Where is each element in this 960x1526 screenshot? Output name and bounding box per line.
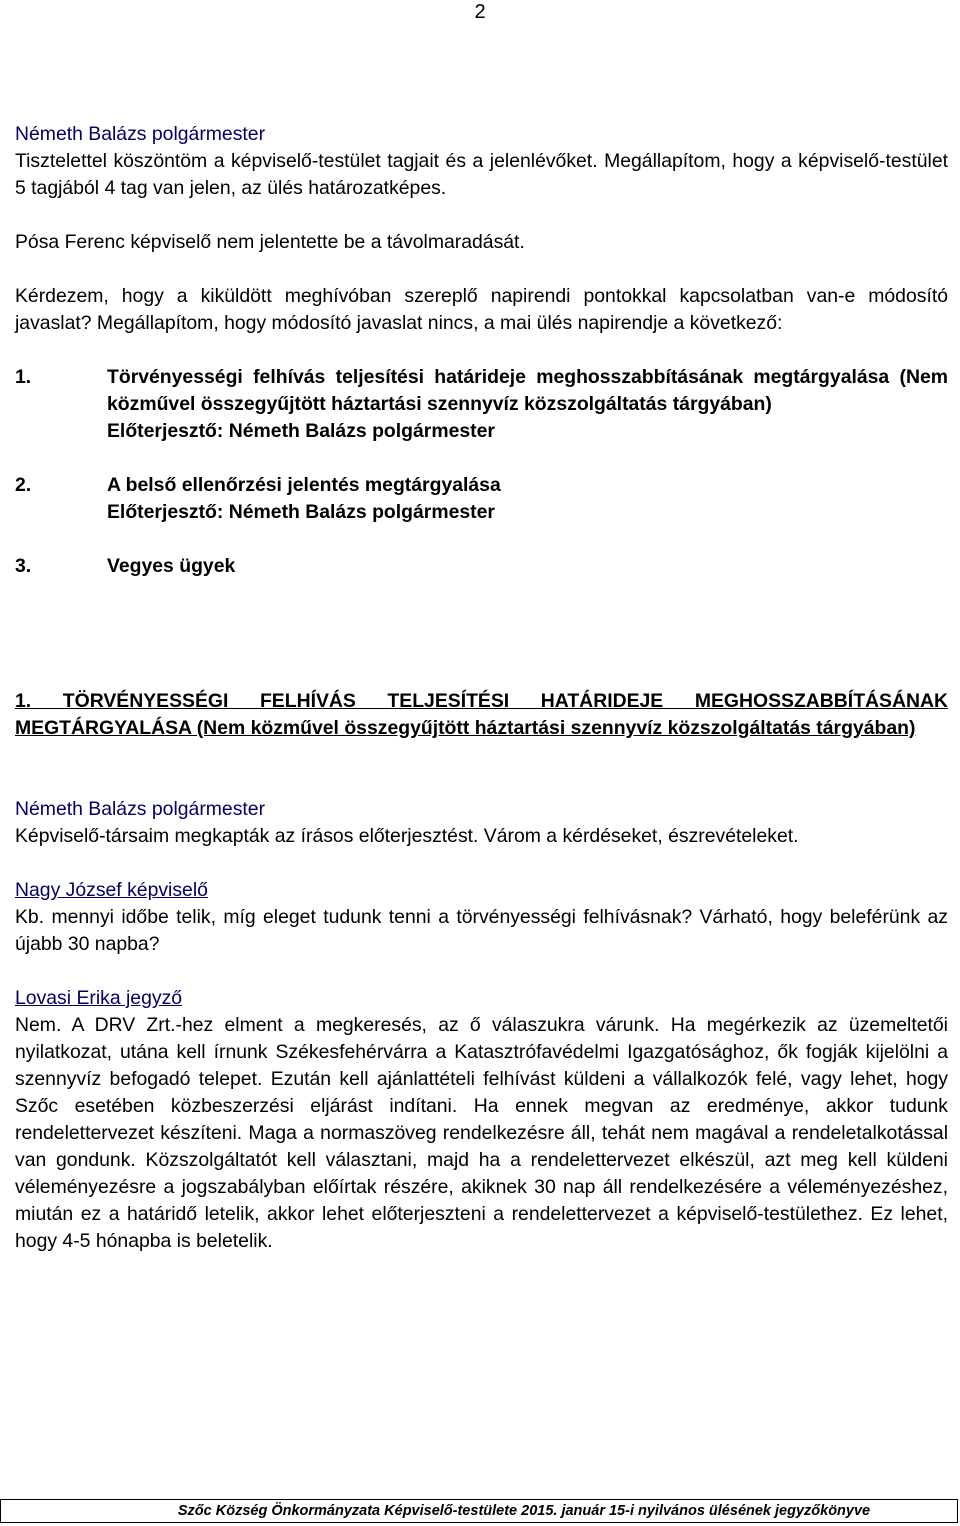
paragraph: Képviselő-társaim megkapták az írásos előterjesztést. Várom a kérdéseket, észrevételeket.: [15, 825, 799, 847]
paragraph: Kb. mennyi időbe telik, míg eleget tudunk tenni a törvényességi felhívásnak? Várható, hogy beleférünk az újabb 30 napba?: [15, 906, 948, 955]
paragraph: Pósa Ferenc képviselő nem jelentette be a távolmaradását.: [15, 231, 525, 253]
section-heading: 1. TÖRVÉNYESSÉGI FELHÍVÁS TELJESÍTÉSI HATÁRIDEJE MEGHOSSZABBÍTÁSÁNAK MEGTÁRGYALÁSA (Nem közművel összegyűjtött háztartási szennyvíz közszolgáltatás tárgyában): [15, 690, 948, 739]
page-number: 2: [474, 1, 486, 23]
agenda-presenter: Előterjesztő: Németh Balázs polgármester: [107, 501, 495, 523]
footer: Szőc Község Önkormányzata Képviselő-testülete 2015. január 15-i nyilvános ülésének jegyzőkönyve: [0, 1499, 958, 1523]
paragraph: Kérdezem, hogy a kiküldött meghívóban szereplő napirendi pontokkal kapcsolatban van-e módosító javaslat? Megállapítom, hogy módosító javaslat nincs, a mai ülés napirendje a következő:: [15, 285, 948, 334]
speaker-name: Németh Balázs polgármester: [15, 123, 266, 145]
speaker-name: Lovasi Erika jegyző: [15, 987, 183, 1009]
agenda-number: 1.: [15, 366, 32, 388]
agenda-number: 2.: [15, 474, 32, 496]
agenda-title: A belső ellenőrzési jelentés megtárgyalása: [107, 474, 501, 496]
agenda-presenter: Előterjesztő: Németh Balázs polgármester: [107, 420, 495, 442]
agenda-item: [15, 553, 948, 580]
agenda-number: 3.: [15, 555, 32, 577]
agenda-title: Vegyes ügyek: [107, 555, 236, 577]
agenda-list: [15, 364, 948, 580]
paragraph: Nem. A DRV Zrt.-hez elment a megkeresés, az ő válaszukra várunk. Ha megérkezik az üzemeltetői nyilatkozat, utána kell írnunk Székesfehérvárra a Katasztrófavédelmi Igazgatósághoz, ők fogják kijelölni a szennyvíz befogadó telepet. Ezután kell ajánlattételi felhívást küldeni a vállalkozók felé, vagy lehet, hogy Szőc esetében közbeszerzési eljárást indítani. Ha ennek megvan az eredménye, akkor tudunk rendelettervezet készíteni. Maga a normaszöveg rendelkezésre áll, tehát nem magával a rendeletalkotással van gondunk. Közszolgáltatót kell választani, majd ha a rendelettervezet elkészül, azt meg kell küldeni véleményezésre a jogszabályban előírtak részére, akiknek 30 nap áll rendelkezésére a véleményezéshez, miután ez a határidő letelik, akkor lehet előterjeszteni a rendelettervezet a képviselő-testülethez. Ez lehet, hogy 4-5 hónapba is beletelik.: [15, 1014, 948, 1252]
speaker-name: Németh Balázs polgármester: [15, 798, 266, 820]
speaker-name: Nagy József képviselő: [15, 879, 208, 901]
agenda-title: Törvényességi felhívás teljesítési határideje meghosszabbításának megtárgyalása (Nem közművel összegyűjtött háztartási szennyvíz közszolgáltatás tárgyában): [107, 366, 948, 415]
agenda-item: [15, 364, 948, 445]
paragraph: Tisztelettel köszöntöm a képviselő-testület tagjait és a jelenlévőket. Megállapítom, hogy a képviselő-testület 5 tagjából 4 tag van jelen, az ülés határozatképes.: [15, 150, 948, 199]
document-body: [15, 121, 948, 1255]
agenda-item: [15, 472, 948, 526]
